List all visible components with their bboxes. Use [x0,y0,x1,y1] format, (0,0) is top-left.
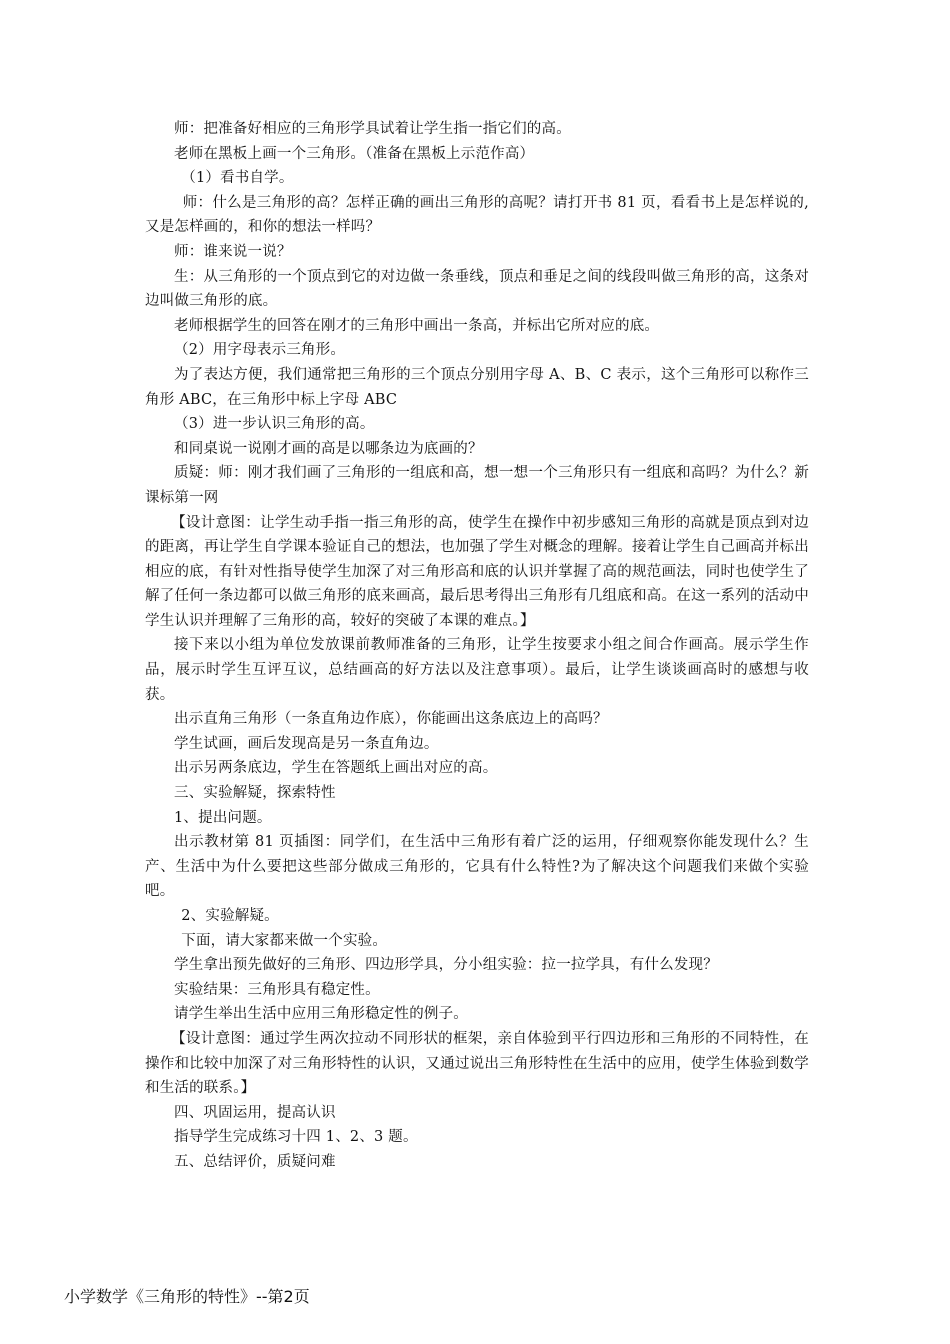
paragraph-draw-height: 老师根据学生的回答在刚才的三角形中画出一条高，并标出它所对应的底。 [174,317,660,334]
paragraph-blackboard-demo: 老师在黑板上画一个三角形。（准备在黑板上示范作高） [174,145,535,162]
paragraph-student-try: 学生试画，画后发现高是另一条直角边。 [174,735,439,752]
paragraph-discuss-with-partner: 和同桌说一说刚才画的高是以哪条边为底画的？ [174,440,483,457]
paragraph-abc-naming: 为了表达方便，我们通常把三角形的三个顶点分别用字母 A、B、C 表示，这个三角形可以称作三角形 ABC，在三角形中标上字母 ABC [145,366,809,408]
paragraph-exercise: 指导学生完成练习十四 1、2、3 题。 [174,1129,418,1146]
document-body [145,117,809,1175]
paragraph-letter-notation: （2）用字母表示三角形。 [174,342,346,359]
paragraph-teacher-instruction: 师：把准备好相应的三角形学具试着让学生指一指它们的高。 [174,121,571,137]
paragraph-experiment-result: 实验结果：三角形具有稳定性。 [174,981,380,998]
section-heading-5: 五、总结评价，质疑问难 [174,1153,336,1170]
paragraph-textbook-illustration: 出示教材第 81 页插图：同学们，在生活中三角形有着广泛的运用，仔细观察你能发现什么？生产、生活中为什么要把这些部分做成三角形的，它具有什么特性?为了解决这个问题我们来做个实验吧。 [145,834,809,900]
paragraph-other-bases: 出示另两条底边，学生在答题纸上画出对应的高。 [174,760,498,777]
paragraph-right-triangle: 出示直角三角形（一条直角边作底），你能画出这条底边上的高吗？ [174,711,608,728]
paragraph-question-height: 师：什么是三角形的高？怎样正确的画出三角形的高呢？请打开书 81 页，看看书上是怎样说的,又是怎样画的，和你的想法一样吗？ [145,194,809,236]
paragraph-group-activity: 接下来以小组为单位发放课前教师准备的三角形，让学生按要求小组之间合作画高。展示学生作品，展示时学生互评互议，总结画高的好方法以及注意事项）。最后，让学生谈谈画高时的感想与收获。 [145,637,809,703]
page-footer: 小学数学《三角形的特性》--第2页 [64,1287,310,1306]
paragraph-design-intent-1: 【设计意图：让学生动手指一指三角形的高，使学生在操作中初步感知三角形的高就是顶点到对边的距离，再让学生自学课本验证自己的想法，也加强了学生对概念的理解。接着让学生自己画高并标出相应的底，有针对性指导使学生加深了对三角形高和底的认识并掌握了高的规范画法，同时也使学生了解了任何一条边都可以做三角形的底来画高，最后思考得出三角形有几组底和高。在这一系列的活动中学生认识并理解了三角形的高，较好的突破了本课的难点。】 [145,514,809,629]
paragraph-self-study: （1）看书自学。 [181,170,294,187]
paragraph-do-experiment: 下面，请大家都来做一个实验。 [181,932,388,949]
paragraph-who-explains: 师：谁来说一说？ [174,243,292,260]
paragraph-question-base-height: 质疑：师：刚才我们画了三角形的一组底和高，想一想一个三角形只有一组底和高吗？为什么？新课标第一网 [145,465,809,506]
paragraph-life-examples: 请学生举出生活中应用三角形稳定性的例子。 [174,1006,468,1023]
section-heading-4: 四、巩固运用，提高认识 [174,1104,336,1121]
paragraph-design-intent-2: 【设计意图：通过学生两次拉动不同形状的框架，亲自体验到平行四边形和三角形的不同特性，在操作和比较中加深了对三角形特性的认识，又通过说出三角形特性在生活中的应用，使学生体验到数学和生活的联系。】 [145,1030,809,1097]
section-heading-3: 三、实验解疑，探索特性 [174,785,336,802]
paragraph-pull-shapes: 学生拿出预先做好的三角形、四边形学具，分小组实验：拉一拉学具，有什么发现？ [174,957,718,974]
paragraph-student-definition: 生：从三角形的一个顶点到它的对边做一条垂线，顶点和垂足之间的线段叫做三角形的高，这条对边叫做三角形的底。 [145,268,809,310]
paragraph-further-study: （3）进一步认识三角形的高。 [174,416,375,433]
paragraph-experiment: 2、实验解疑。 [181,908,279,924]
paragraph-raise-question: 1、提出问题。 [174,809,272,826]
